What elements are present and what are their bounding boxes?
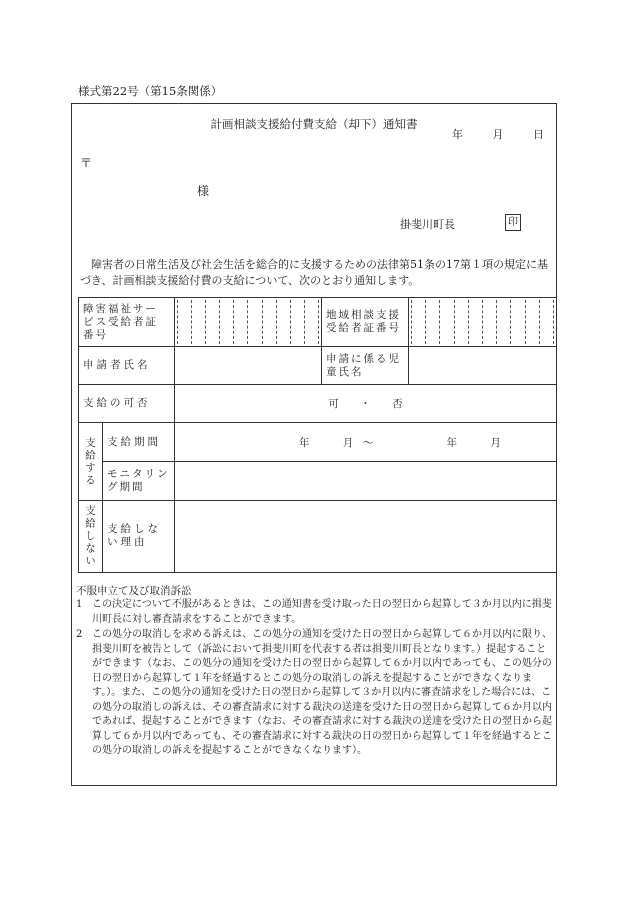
issuer-name: 掛斐川町長 — [400, 218, 455, 231]
note-item-1 — [76, 598, 554, 627]
date-month: 月 — [492, 128, 504, 141]
note-item-2 — [76, 628, 554, 759]
approval-no: 否 — [392, 398, 403, 410]
monitoring-period-field[interactable] — [175, 462, 557, 501]
notice-table — [78, 297, 557, 573]
note-text: この処分の取消しを求める訴えは、この処分の通知を受けた日の翌日から起算して６か月以内に限り、揖斐川町を被告として（訴訟において揖斐川町を代表する者は揖斐川町長となります。）提起することができます（なお、この処分の通知を受けた日の翌日から起算して６か月以内であっても、この処分の日の翌日から起算して１年を経過するとこの処分の取消しの訴えを提起することができなくなります。）。また、この処分の通知を受けた日の翌日から起算して３か月以内に審査請求をした場合には、この処分の取消しの訴えは、その審査請求に対する裁決の送達を受けた日の翌日から起算して６か月以内であれば、提起することができます（なお、その審査請求に対する裁決の送達を受けた日の翌日から起算して６か月以内であっても、その審査請求に対する裁決の日の翌日から起算して１年を経過するとこの処分の取消しの訴えを提起することができなくなります）。 — [92, 629, 552, 756]
no-grant-reason-label: 支給しない理由 — [103, 501, 175, 573]
notice-frame — [71, 103, 557, 786]
period-start-month: 月 — [342, 436, 354, 449]
notes-heading: 不服申立て及び取消訴訟 — [76, 585, 192, 597]
period-tilde: ～ — [362, 436, 374, 449]
consult-recipient-number-boxes[interactable] — [409, 298, 557, 347]
grant-period-field[interactable] — [175, 423, 557, 462]
consult-recipient-number-label: 地域相談支援受給者証番号 — [322, 298, 409, 347]
child-name-label: 申請に係る児童氏名 — [322, 347, 409, 385]
seal-mark: 印 — [505, 214, 521, 231]
applicant-name-label: 申請者氏名 — [79, 347, 175, 385]
no-grant-group-label: 支給しない — [79, 501, 103, 573]
recipient-number-boxes[interactable] — [175, 298, 322, 347]
recipient-number-label: 障害福祉サービス受給者証番号 — [79, 298, 175, 347]
document-title: 計画相談支援給付費支給（却下）通知書 — [210, 117, 418, 131]
period-start-year: 年 — [299, 436, 310, 449]
addressee-suffix: 様 — [197, 184, 210, 198]
date-line — [426, 126, 544, 142]
approval-value[interactable] — [175, 385, 557, 423]
period-end-month: 月 — [490, 436, 501, 449]
approval-yes: 可 — [328, 398, 339, 410]
note-number: 2 — [76, 629, 83, 640]
grant-group-label: 支給する — [79, 423, 103, 501]
date-year: 年 — [452, 128, 463, 141]
approval-label: 支給の可否 — [79, 385, 175, 423]
form-number: 様式第22号（第15条関係） — [78, 84, 223, 98]
grant-period-label: 支給期間 — [103, 423, 175, 462]
approval-separator: ・ — [360, 398, 371, 410]
period-end-year: 年 — [446, 436, 458, 449]
note-number: 1 — [76, 599, 83, 610]
notice-body: 障害者の日常生活及び社会生活を総合的に支援するための法律第51条の17第１項の規定に基づき、計画相談支援給付費の支給について、次のとおり通知します。 — [80, 258, 548, 287]
postal-mark: 〒 — [80, 156, 93, 170]
monitoring-period-label: モニタリング期間 — [103, 462, 175, 501]
no-grant-reason-field[interactable] — [175, 501, 557, 573]
child-name-field[interactable] — [409, 347, 557, 385]
note-text: この決定について不服があるときは、この通知書を受け取った日の翌日から起算して３か月以内に揖斐川町長に対し審査請求をすることができます。 — [92, 599, 552, 625]
applicant-name-field[interactable] — [175, 347, 322, 385]
date-day: 日 — [533, 128, 544, 141]
